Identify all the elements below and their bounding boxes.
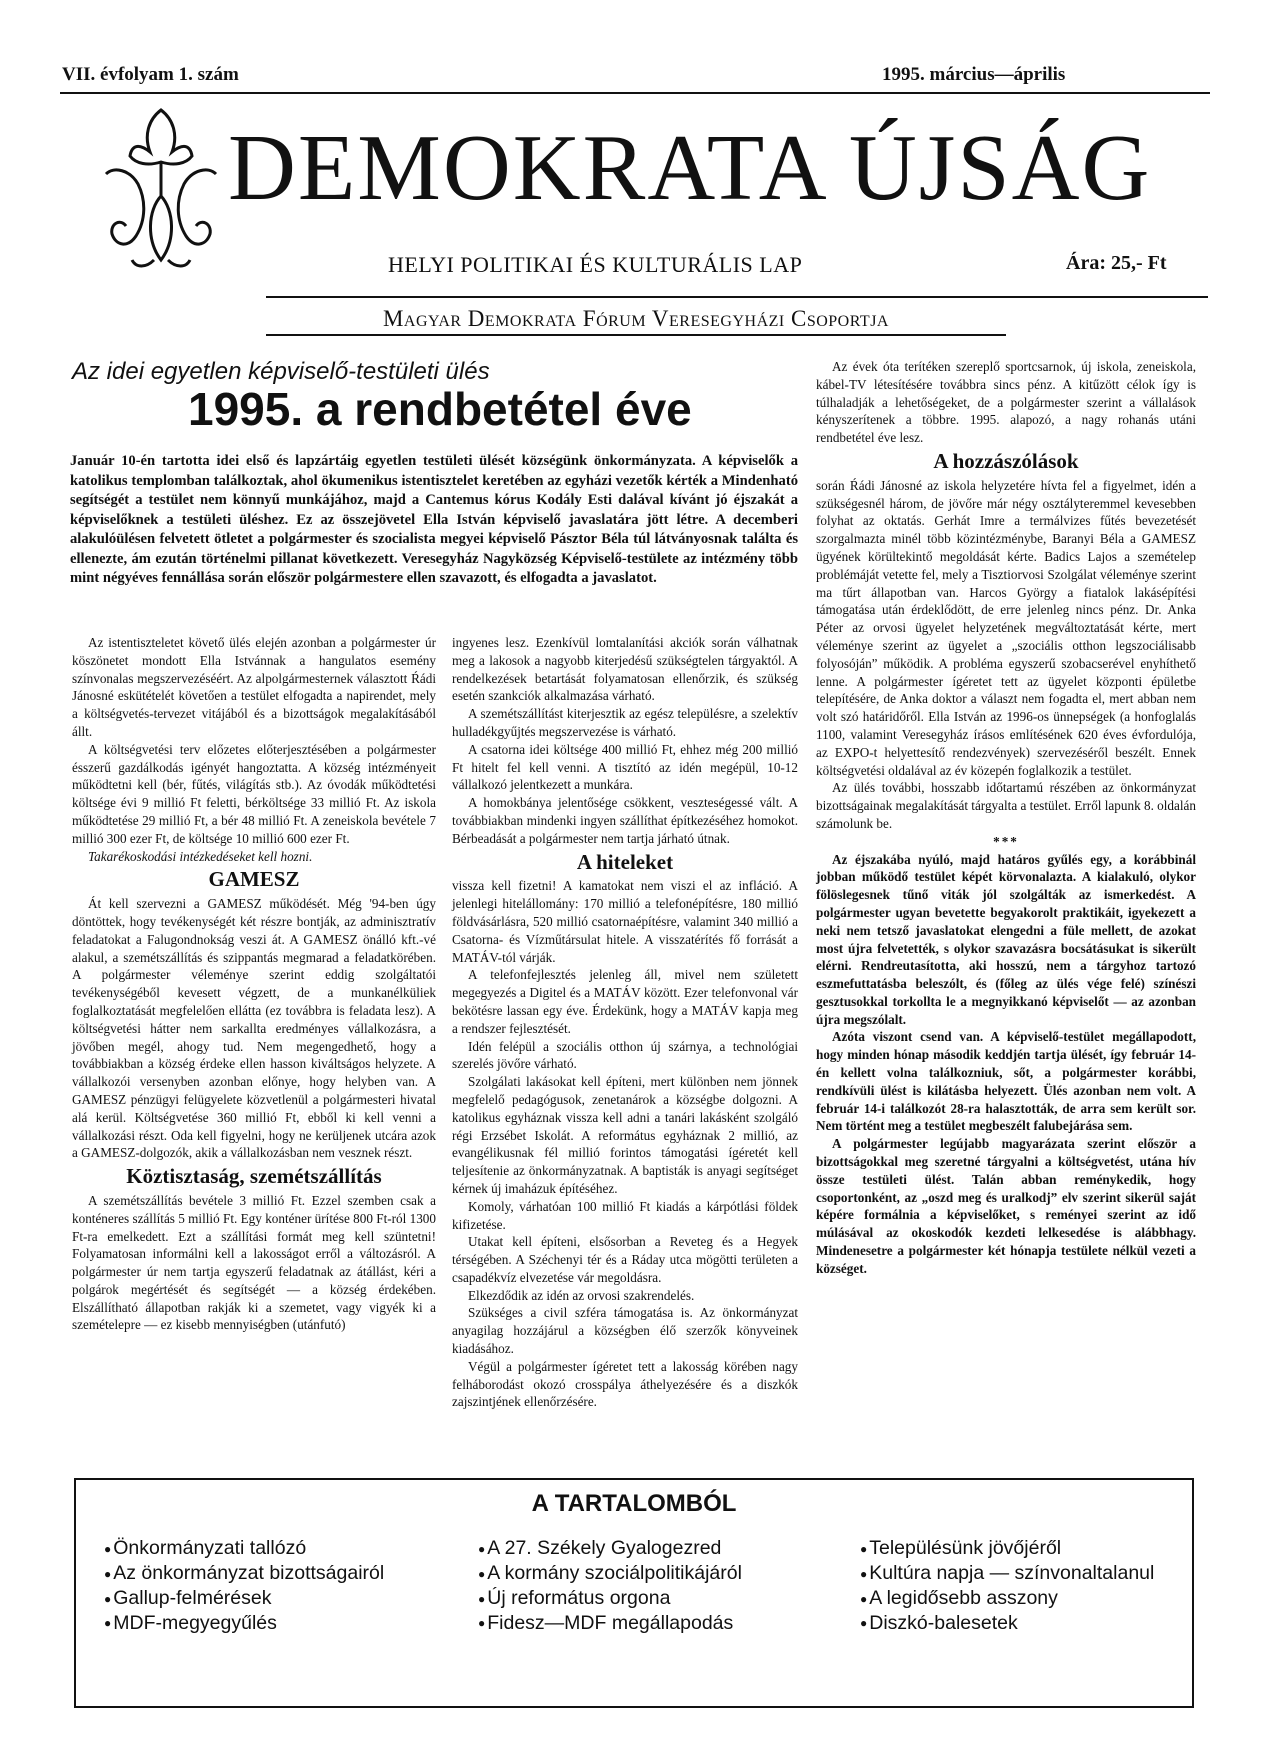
top-rule (60, 92, 1210, 94)
paragraph: A költségvetési terv előzetes előterjesztésében a polgármester ésszerű gazdálkodás igényét hangoztatta. A község intézményeit működtetni kell (bér, fűtés, világítás stb.). Az óvodák működtetési költsége évi 9 millió Ft feletti, bérköltsége 33 millió Ft. Az iskola működtetése 29 millió Ft, a bér 48 millió Ft. A zeneiskola bevétele 7 millió 300 ezer Ft, de költsége 10 millió 600 ezer Ft. (72, 741, 436, 846)
contents-item: ● Településünk jövőjéről (860, 1537, 1062, 1559)
contents-item: ● Az önkormányzat bizottságairól (104, 1561, 385, 1584)
paragraph: Végül a polgármester ígéretet tett a lakosság körében nagy felháborodást okozó crosspálya áthelyezésére és a diszkók zajszintjének ellenőrzésére. (452, 1358, 798, 1410)
section-heading-hozzaszolasok: A hozzászólások (933, 448, 1079, 473)
paragraph: Az éjszakába nyúló, majd határos gyűlés egy, a korábbinál jobban működő testület képét körvonalazta. A kialakuló, olykor fölöslegesnek tűnő viták jól szolgálták az ismerkedést. A polgármester ugyan bevetette begyakorolt praktikáit, igyekezett a neki nem tetsző javaslatokat elengedni a füle mellett, de azokat most újra felvetették, s olykor szavazásra bocsátásukat is sikerült elérni. Rendreutasította, aki hosszú, nem a tárgyhoz tartozó eszmefuttatásba beleszólt, és (főleg az ülés vége felé) színészi gesztusokkal torkollta le a megnyikkanó képviselőt — az azonban újra megszólalt. (816, 851, 1196, 1027)
contents-box (74, 1478, 1194, 1708)
paragraph: Szolgálati lakásokat kell építeni, mert különben nem jönnek megfelelő pedagógusok, zenetanárok a községbe dolgozni. A katolikus egyháznak vissza kell adni a tanári lakásként szolgáló régi Erzsébet Iskolát. A református egyháznak 2 millió, az evangélikusnak fél millió forintos támogatási ígéretét kell teljesítenie az önkormányzatnak. A baptisták is anyagi segítséget kérnek új imaházuk építéséhez. (452, 1074, 798, 1196)
masthead-rule (266, 296, 1208, 298)
article-headline: 1995. a rendbetétel éve (188, 383, 692, 435)
paragraph: A csatorna idei költsége 400 millió Ft, ehhez még 200 millió Ft hitelt fel kell venni. A tisztító az idén megépül, 10-12 vállalkozó jelentkezett a munkára. (452, 741, 798, 793)
contents-item: ● Diszkó-balesetek (860, 1611, 1018, 1634)
paragraph: Idén felépül a szociális otthon új szárnya, a technológiai szerelés jövőre várható. (452, 1038, 798, 1072)
masthead-subtitle: HELYI POLITIKAI ÉS KULTURÁLIS LAP (388, 252, 803, 277)
paragraph: Az ülés további, hosszabb időtartamú részében az önkormányzat bizottságainak megalakítását tárgyalta a testület. Erről lapunk 8. oldalán számolunk be. (816, 780, 1196, 831)
organization-rule (266, 334, 1006, 336)
contents-item: ● Önkormányzati tallózó (104, 1537, 307, 1559)
contents-title: A TARTALOMBÓL (531, 1490, 737, 1517)
contents-column-2 (478, 1536, 742, 1635)
organization-banner: Magyar Demokrata Fórum Veresegyházi Csoportja (382, 306, 889, 331)
contents-item: ● A 27. Székely Gyalogezred (478, 1537, 722, 1559)
column-3 (816, 358, 1196, 1278)
paragraph: Az istentiszteletet követő ülés elején azonban a polgármester úr köszönetet mondott Ella Istvánnak a hangulatos esemény színvonalas megszervezéséért. Az alpolgármesternek választott Ŕádi Jánosné eskütételét követően a testület elfogadta a napirendet, mely a költségvetés-tervezet vitájából és a bizottságok megalakításából állt. (72, 635, 436, 739)
paragraph: Komoly, várhatóan 100 millió Ft kiadás a kárpótlási földek kifizetése. (452, 1198, 798, 1232)
article-kicker: Az idei egyetlen képviselő-testületi ülés (72, 358, 490, 385)
paragraph: Az évek óta terítéken szereplő sportcsarnok, új iskola, zeneiskola, kábel-TV létesítésére továbbra sincs pénz. A kitűzött célok így is túlhaladják a lehetőségeket, de a polgármester szerint a vállalások kényszerítenek a többre. 1995. alapozó, a nagy rohanás utáni rendbetétel éve lesz. (816, 359, 1196, 446)
issue-number: VII. évfolyam 1. szám (62, 64, 239, 85)
issue-date: 1995. március—április (882, 64, 1066, 85)
section-separator: *** (993, 833, 1019, 849)
contents-item: ● Kultúra napja — színvonaltalanul (860, 1561, 1155, 1584)
paragraph: A szemétszállítás bevétele 3 millió Ft. Ezzel szemben csak a konténeres szállítás 5 millió Ft. Egy konténer ürítése 800 Ft-ról 1300 Ft-ra emelkedett. Ezt a szállítási formát meg kell szüntetni! Folyamatosan informálni kell a lakosságot erről a változásról. A polgármester úr nem tartja egyszerű feladatnak az átállást, kéri a polgárok megértését és segítségét — a község érdekében. Elszállítható állapotban rakják ki a szemetet, vagy vigyék ki a szemételepre — ez kisebb mennyiségben (utánfutó) (72, 1192, 436, 1333)
contents-item: ● MDF-megyegyűlés (104, 1611, 277, 1634)
masthead-title: DEMOKRATA ÚJSÁG (228, 118, 1152, 218)
contents-item: ● Új református orgona (478, 1586, 671, 1609)
paragraph: ingyenes lesz. Ezenkívül lomtalanítási akciók során válhatnak meg a lakosok a nagyobb kiterjedésű szükségtelen tárgyaktól. A rendelkezések betartását folyamatosan ellenőrzik, és szükség esetén szankciók alkalmazása várható. (452, 635, 798, 704)
paragraph: A homokbánya jelentősége csökkent, veszteségessé vált. A továbbiakban mindenki ingyen szállíthat építkezéséhez homokot. Bérbeadását a polgármester nem tartja járható útnak. (452, 795, 798, 846)
contents-item: ● Gallup-felmérések (104, 1586, 272, 1609)
section-heading-hitelek: A hiteleket (576, 849, 674, 874)
paragraph: Szükséges a civil szféra támogatása is. Az önkormányzat anyagilag hozzájárul a községben élő szerzők könyveinek kiadásához. (452, 1305, 798, 1357)
paragraph: A polgármester legújabb magyarázata szerint először a bizottságokkal meg szeretné tárgyalni a költségvetést, utána hív össze testületi ülést. Talán abban reménykedik, hogy csoportonként, az „oszd meg és uralkodj” elv szerint sikerül saját képére formálnia a képviselőket, s reményei szerint az idő múlásával az okoskodók kezdeti lelkesedése is alábbhagy. Mindenesetre a polgármester két hónapja testülete nélkül vezeti a községet. (816, 1136, 1196, 1276)
article-lead: Január 10-én tartotta idei első és lapzártáig egyetlen testületi ülését községünk önkormányzata. A képviselők a katolikus templomban találkoztak, ahol ökumenikus istentisztelet keretében az egyházi vezetők kérték a Mindenható segítségét a testület nem könnyű munkájához, majd a Cantemus kórus Kodály Esti dalával kívánt jó éjszakát a képviselőknek a testületi üléshez. Ez az összejövetel Ella István képviselő javaslatára jött létre. A decemberi alakulóülésen felvetett ötletet a polgármester és szocialista megyei képviselő Pásztor Béla túl látványosnak találta és ellenezte, ám ezután történelmi pillanat következett. Veresegyház Nagyközség Képviselő-testülete az intézmény több mint négyéves fennállása során először polgármestere ellen szavazott, és elfogadta a javaslatot. (70, 453, 798, 586)
paragraph: során Ŕádi Jánosné az iskola helyzetére hívta fel a figyelmet, idén a szükségesnél három, de jövőre már négy osztályteremmel kevesebben folyhat az oktatás. Gerhát Imre a termálvizes fűtés bevezetését szorgalmazta minél több közintézménybe, Baranyi Béla a GAMESZ ügyének körültekintő megoldását kérte. Badics Lajos a szemételep problémáját vetette fel, mely a Tisztiorvosi Szolgálat véleménye szerint ma tűrt állapotban van. Harcos György a fiatalok lakásépítési támogatása után érdeklődött, de erre jelenleg nincs pénz. Dr. Anka Péter az orvosi ügyelet helyzetének megváltoztatását kérte, mert véleménye szerint az ügyelet a „szociális otthon legszociálisabb folyosóján” működik. A probléma egyszerű szobacserével enyhíthető lenne. A polgármester ígéretet tett az ügyelet központi épületbe telepítésére, de Anka doktor a választ nem fogadta el, mert abban nem volt szó határidőről. Ella István az 1996-os ünnepségek (a honfoglalás 1100, valamint Veresegyház írásos említésének 620 éves évfordulója, az EXPO-t helyettesítő rendezvények) szervezéséről beszélt. Ennek költségvetési oldalával az év közepén foglalkozik a testület. (816, 477, 1196, 778)
paragraph: Azóta viszont csend van. A képviselő-testület megállapodott, hogy minden hónap második keddjén tartja ülését, így február 14-én kellett volna találkozniuk, sőt, a polgármester korábbi, rendkívüli ülést is kilátásba helyezett. Ülés azonban nem volt. A február 14-i találkozót 28-ra halasztották, de arra sem került sor. Nem történt meg a testület megbeszélt falubejárása sem. (816, 1029, 1196, 1134)
contents-item: ● A legidősebb asszony (860, 1586, 1058, 1609)
paragraph: Elkezdődik az idén az orvosi szakrendelés. (468, 1287, 695, 1303)
paragraph: Takarékoskodási intézkedéseket kell hozni. (88, 848, 313, 864)
contents-item: ● Fidesz—MDF megállapodás (478, 1611, 734, 1634)
section-heading-gamesz: GAMESZ (208, 867, 300, 892)
contents-column-3 (860, 1536, 1154, 1635)
paragraph: Utakat kell építeni, elsősorban a Reveteg és a Hegyek térségében. A Széchenyi tér és a Ráday utca mögötti területen a csapadékvíz elvezetése vár megoldásra. (452, 1234, 798, 1285)
contents-item: ● A kormány szociálpolitikájáról (478, 1561, 742, 1584)
paragraph: A szemétszállítást kiterjesztik az egész településre, a szelektív hulladékgyűjtés megszervezése is várható. (452, 706, 798, 739)
column-1 (72, 634, 436, 1334)
paragraph: vissza kell fizetni! A kamatokat nem viszi el az infláció. A jelenlegi hitelállomány: 170 millió a telefonépítésre, 180 millió földvásárlásra, 520 millió csatornaépítésre, valamint 340 millió a Csatorna- és Vízműtársulat hitele. A visszatérítés fő forrását a MATÁV-tól várják. (452, 878, 798, 965)
paragraph: Át kell szervezni a GAMESZ működését. Még '94-ben úgy döntöttek, hogy tevékenységét két részre bontják, az adminisztratív feladatokat a Falugondnokság veszi át. A GAMESZ önálló kft.-vé alakul, a szemétszállítás és szippantás megmarad a feladatkörében. A polgármester véleménye szerint eddig szolgáltatói tevékenységéből kevesett végzett, de a munkanélküliek foglalkoztatását megfelelően ellátta (ez továbbra is feladata lesz). A költségvetési hátter nem sarkallta eredményes vállalkozásra, a jövőben megél, ahogy tud. Nem megengedhető, hogy a továbbiakban a község érdeke ellen hasson kiváltságos helyzete. A vállalkozói versenyben azonban előnye, hogy helyben van. A GAMESZ pénzügyi felügyelete közvetlenül a polgármesteri hivatal alá kerül. Költségvetése 360 millió Ft, ebből ki kell venni a vállalkozási részt. Oda kell figyelni, hogy ne kerüljenek utcára azok a GAMESZ-dolgozók, akik a vállalkozásban nem vesznek részt. (72, 896, 436, 1161)
price-label: Ára: 25,- Ft (1066, 252, 1167, 274)
paragraph: A telefonfejlesztés jelenleg áll, mivel nem született megegyezés a Digitel és a MATÁV között. Ezer telefonvonal vár bekötésre lassan egy éve. Érdekünk, hogy a MATÁV kapja meg a rendszer fejlesztését. (452, 967, 798, 1036)
column-2 (452, 634, 798, 1411)
tulip-logo (96, 100, 226, 276)
contents-column-1 (104, 1536, 384, 1635)
section-heading-koztisztasag: Köztisztaság, szemétszállítás (126, 1164, 382, 1189)
